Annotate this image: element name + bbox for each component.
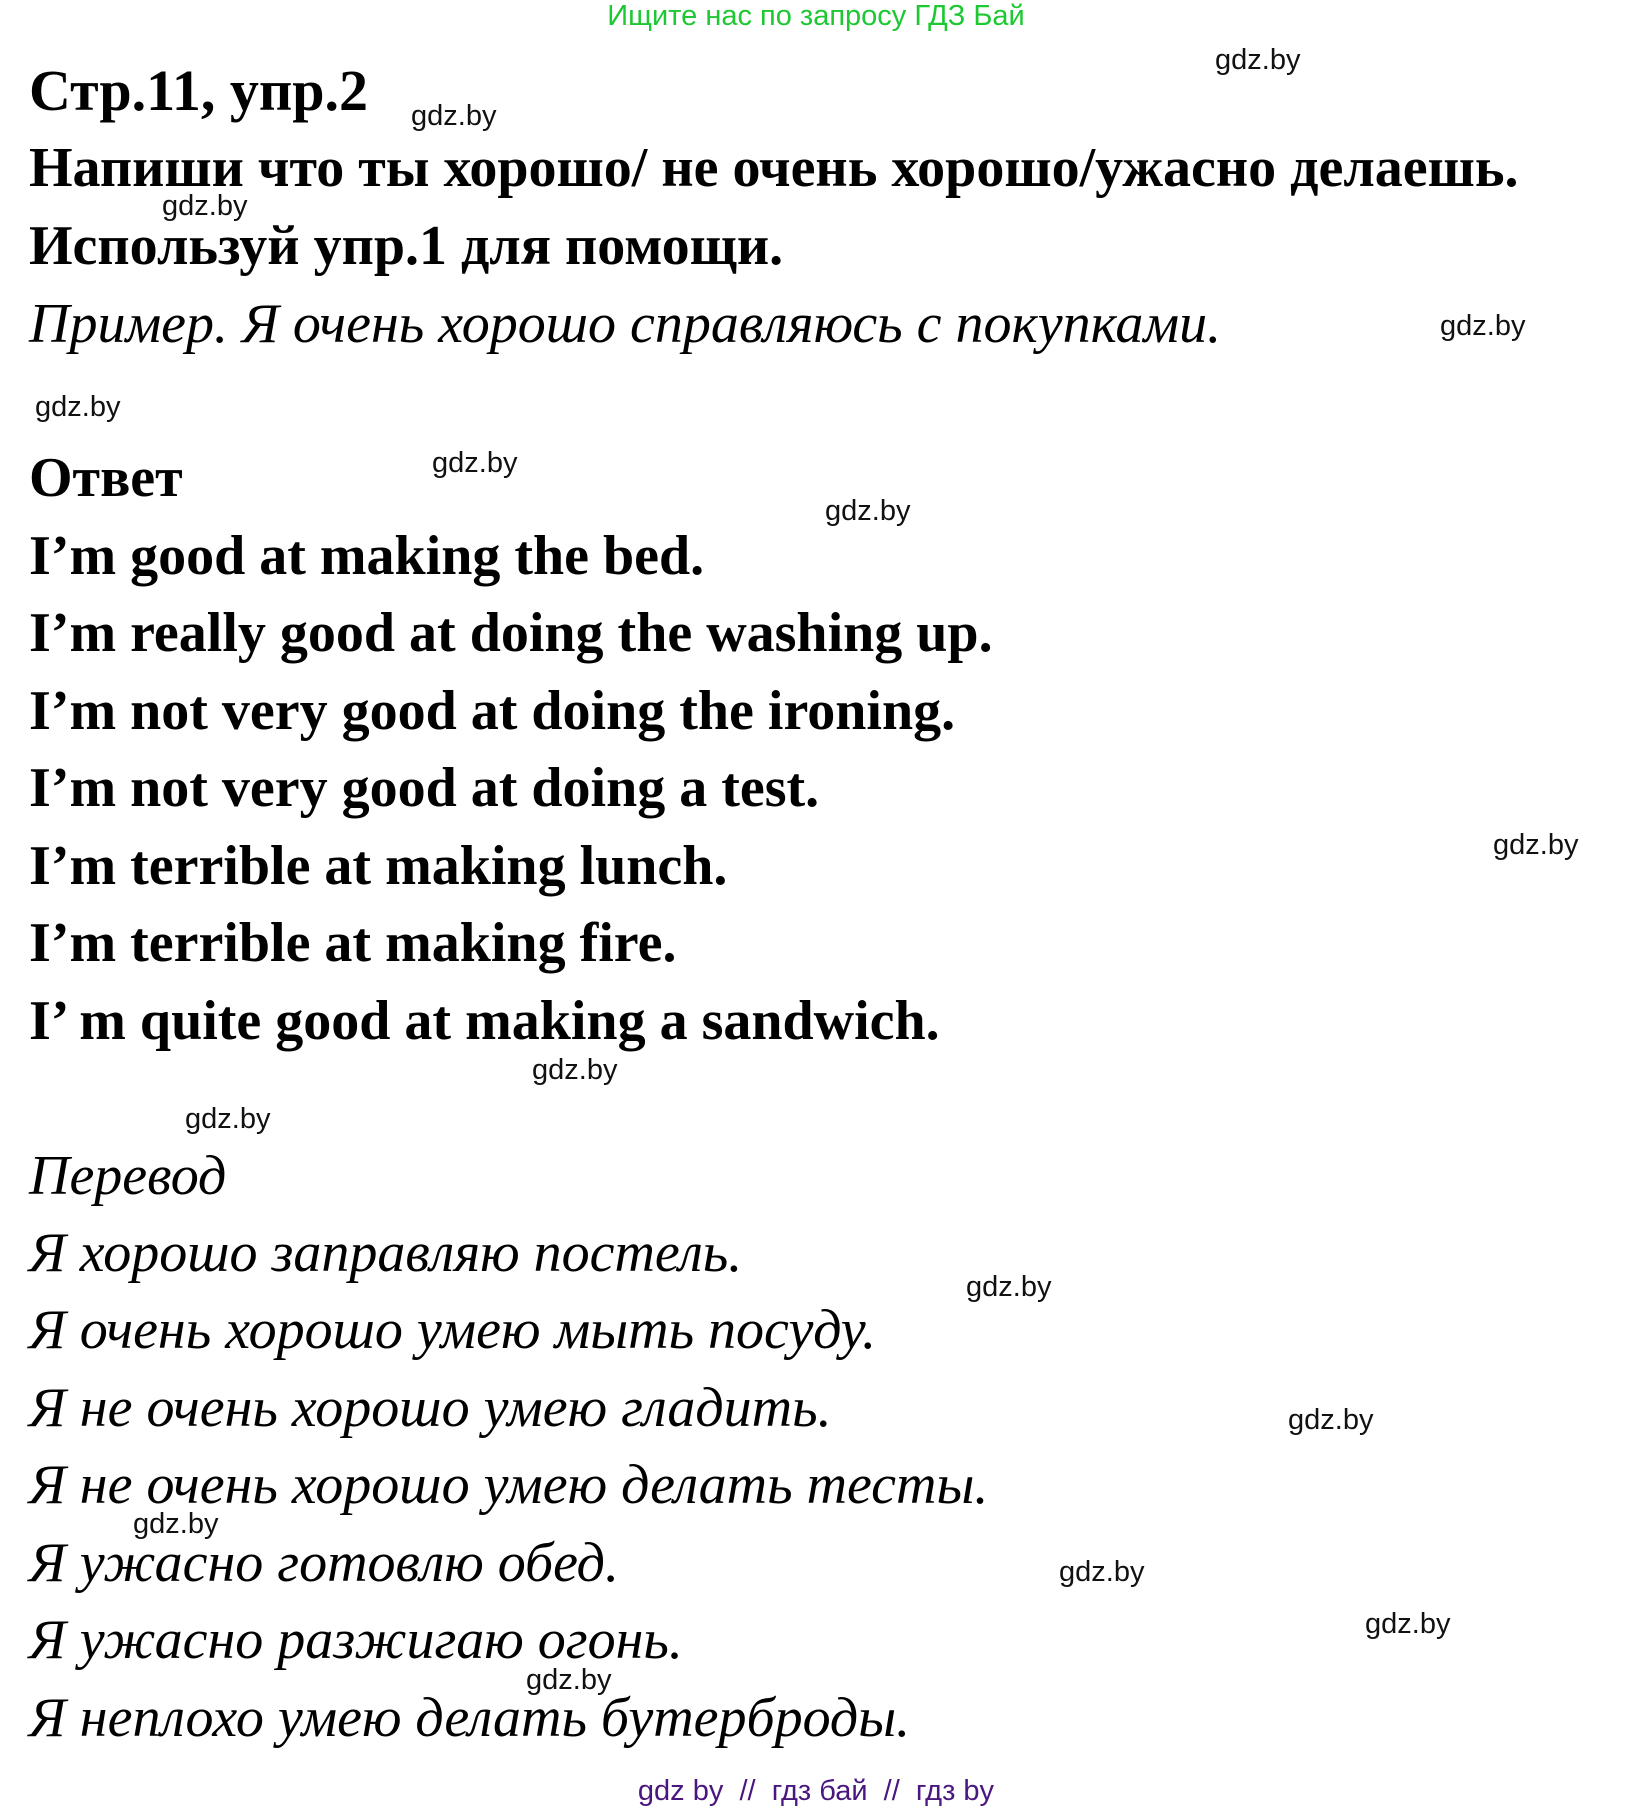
watermark: gdz.by — [35, 391, 121, 423]
answer-line: I’m terrible at making fire. — [29, 912, 677, 974]
answer-line: I’ m quite good at making a sandwich. — [29, 990, 940, 1052]
watermark: gdz.by — [432, 447, 518, 479]
task-line-2: Используй упр.1 для помощи. — [29, 215, 784, 277]
answer-line: I’m terrible at making lunch. — [29, 835, 728, 897]
watermark: gdz.by — [1440, 310, 1526, 342]
watermark: gdz.by — [1493, 829, 1579, 861]
answer-line: I’m not very good at doing the ironing. — [29, 680, 956, 742]
task-line-1: Напиши что ты хорошо/ не очень хорошо/ужасно делаешь. — [29, 137, 1519, 199]
translation-line: Я неплохо умею делать бутерброды. — [29, 1687, 911, 1749]
watermark: gdz.by — [162, 190, 248, 222]
translation-line: Я хорошо заправляю постель. — [29, 1222, 743, 1284]
page-title: Стр.11, упр.2 — [29, 58, 369, 123]
translation-line: Я не очень хорошо умею делать тесты. — [29, 1454, 989, 1516]
translation-line: Я ужасно готовлю обед. — [29, 1532, 619, 1594]
translation-label: Перевод — [29, 1145, 227, 1207]
footer-links: gdz by // гдз бай // гдз by — [637, 1775, 995, 1807]
answer-line: I’m not very good at doing a test. — [29, 757, 820, 819]
translation-line: Я очень хорошо умею мыть посуду. — [29, 1299, 877, 1361]
watermark: gdz.by — [411, 100, 497, 132]
watermark: gdz.by — [966, 1271, 1052, 1303]
watermark: gdz.by — [526, 1664, 612, 1696]
watermark: gdz.by — [532, 1054, 618, 1086]
watermark: gdz.by — [1215, 44, 1301, 76]
search-hint-banner: Ищите нас по запросу ГДЗ Бай — [607, 0, 1025, 32]
watermark: gdz.by — [1288, 1404, 1374, 1436]
translation-line: Я ужасно разжигаю огонь. — [29, 1609, 683, 1671]
watermark: gdz.by — [185, 1103, 271, 1135]
example-line: Пример. Я очень хорошо справляюсь с покупками. — [29, 293, 1222, 355]
watermark: gdz.by — [133, 1508, 219, 1540]
answer-line: I’m really good at doing the washing up. — [29, 602, 993, 664]
answer-line: I’m good at making the bed. — [29, 525, 705, 587]
watermark: gdz.by — [1365, 1608, 1451, 1640]
watermark: gdz.by — [825, 495, 911, 527]
translation-line: Я не очень хорошо умею гладить. — [29, 1377, 832, 1439]
watermark: gdz.by — [1059, 1556, 1145, 1588]
answer-label: Ответ — [29, 447, 183, 509]
